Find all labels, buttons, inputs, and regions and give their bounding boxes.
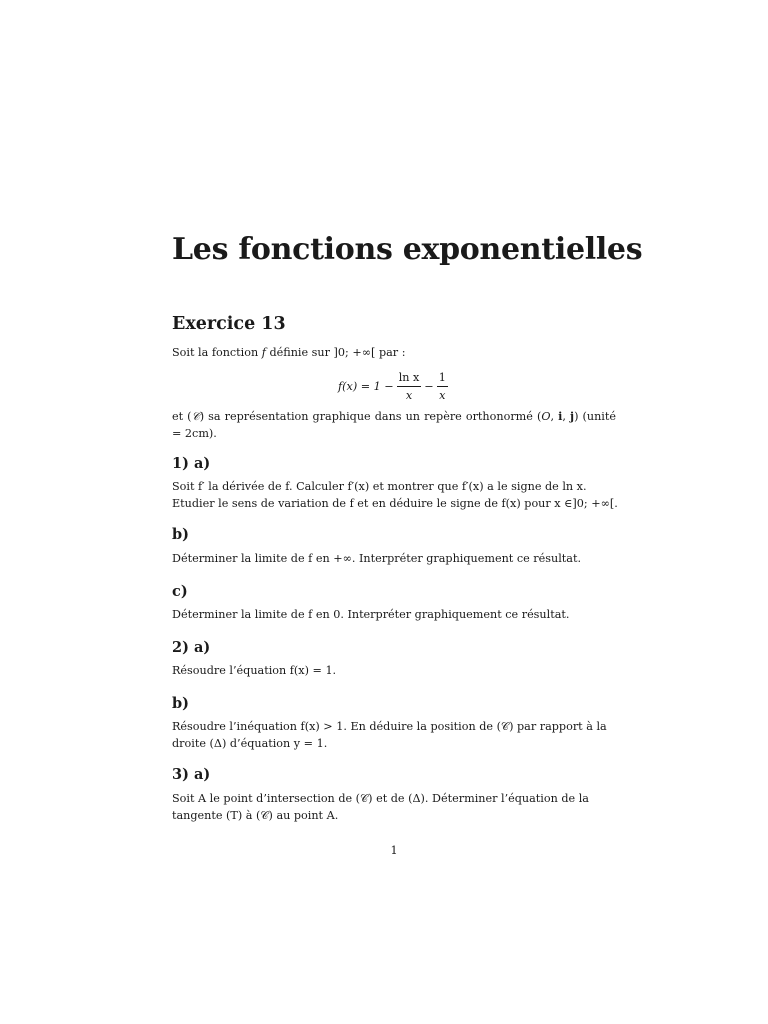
function-formula bbox=[338, 370, 451, 403]
page-number: 1 bbox=[390, 844, 398, 857]
function-symbol: f bbox=[261, 346, 266, 359]
question-2b-heading: b) bbox=[172, 695, 189, 712]
origin-symbol: O bbox=[541, 410, 551, 423]
question-1c-text: Déterminer la limite de f en 0. Interpréter graphiquement ce résultat. bbox=[172, 608, 570, 621]
question-3a-heading: 3) a) bbox=[172, 766, 211, 783]
question-3a-line-1: Soit A le point d’intersection de (𝒞) et de (Δ). Déterminer l’équation de la bbox=[172, 792, 589, 805]
question-1a-heading: 1) a) bbox=[172, 455, 211, 472]
question-1b-text: Déterminer la limite de f en +∞. Interpréter graphiquement ce résultat. bbox=[172, 552, 582, 565]
question-2b-line-1: Résoudre l’inéquation f(x) > 1. En déduire la position de (𝒞) par rapport à la bbox=[172, 720, 607, 733]
document-title: Les fonctions exponentielles bbox=[172, 232, 643, 267]
text-segment: ) sa représentation graphique dans un repère orthonormé ( bbox=[199, 410, 542, 423]
fraction-numerator: 1 bbox=[437, 370, 448, 387]
formula-minus: − bbox=[424, 380, 434, 393]
question-1c-heading: c) bbox=[172, 583, 188, 600]
question-1a-line-2: Etudier le sens de variation de f et en déduire le signe de f(x) pour x ∈]0; +∞[. bbox=[172, 497, 618, 510]
representation-text bbox=[172, 408, 616, 442]
vector-j: j bbox=[570, 409, 575, 423]
exercise-title: Exercice 13 bbox=[172, 314, 286, 334]
question-2b-line-2: droite (Δ) d’équation y = 1. bbox=[172, 737, 328, 750]
fraction-one-over-x bbox=[437, 370, 448, 403]
fraction-denominator: x bbox=[405, 389, 413, 402]
text-segment: , bbox=[562, 410, 571, 423]
intro-text bbox=[172, 344, 616, 361]
intro-text-domain: définie sur ]0; +∞[ par : bbox=[265, 346, 406, 359]
question-1a-line-1: Soit f′ la dérivée de f. Calculer f′(x) et montrer que f′(x) a le signe de ln x. bbox=[172, 480, 587, 493]
fraction-ln-x-over-x bbox=[397, 370, 422, 403]
text-segment: ) (unité = 2cm). bbox=[172, 410, 616, 440]
fraction-denominator: x bbox=[439, 389, 446, 402]
question-2a-text: Résoudre l’équation f(x) = 1. bbox=[172, 664, 337, 677]
question-2a-heading: 2) a) bbox=[172, 639, 211, 656]
intro-text-before: Soit la fonction bbox=[172, 346, 262, 359]
question-3a-line-2: tangente (T) à (𝒞) au point A. bbox=[172, 809, 339, 822]
document-page bbox=[172, 0, 643, 1024]
text-segment: , bbox=[550, 410, 559, 423]
formula-lhs: f(x) = 1 − bbox=[338, 380, 394, 393]
vector-i: i bbox=[558, 409, 563, 423]
text-segment: et ( bbox=[172, 410, 192, 423]
fraction-numerator: ln x bbox=[397, 370, 422, 387]
curve-symbol: 𝒞 bbox=[191, 410, 200, 423]
question-1b-heading: b) bbox=[172, 526, 189, 543]
